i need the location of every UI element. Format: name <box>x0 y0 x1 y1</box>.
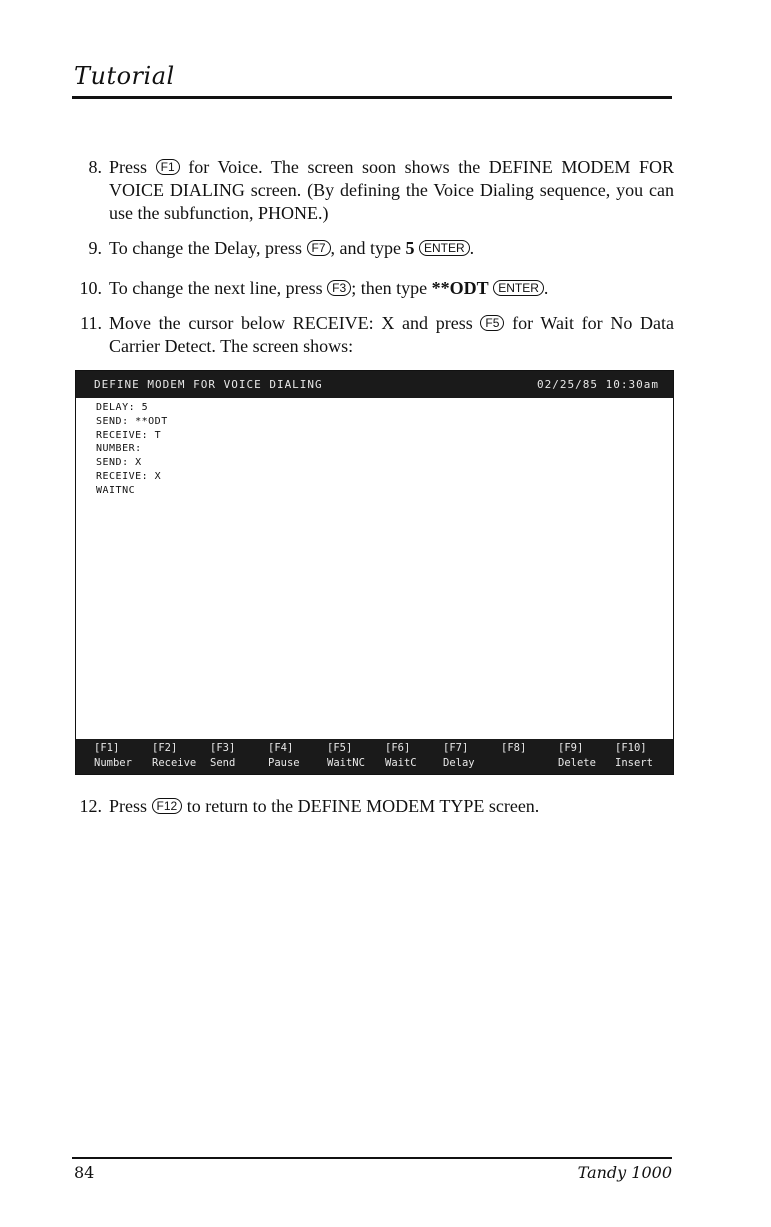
enter-key-icon: ENTER <box>419 240 470 256</box>
screen-capture <box>75 370 674 775</box>
step-text-part: Press <box>109 796 152 816</box>
f3-key-icon: F3 <box>327 280 351 296</box>
screen-sequence-list <box>96 401 168 498</box>
step-8 <box>72 156 674 225</box>
step-9 <box>72 237 674 260</box>
step-text <box>109 156 674 225</box>
step-text-part: for Voice. The screen soon shows the DEFINE MODEM FOR VOICE DIALING screen. (By defining the Voice Dialing sequence, you can use the subfunction, PHONE.) <box>109 157 674 223</box>
fkey-f1: [F1] Number <box>94 742 132 769</box>
step-text <box>109 312 674 358</box>
screen-title-bar <box>76 371 673 398</box>
step-10 <box>72 277 674 300</box>
fkey-f6: [F6] WaitC <box>385 742 417 769</box>
sequence-line: NUMBER: <box>96 443 142 455</box>
step-text-part: ; then type <box>351 278 432 298</box>
f1-key-icon: F1 <box>156 159 180 175</box>
step-text <box>109 795 674 818</box>
step-text-part: Press <box>109 157 156 177</box>
sequence-line: RECEIVE: X <box>96 470 162 482</box>
page-number: 84 <box>74 1163 95 1182</box>
sequence-line: SEND: **ODT <box>96 415 168 427</box>
screen-datetime: 02/25/85 10:30am <box>537 378 659 391</box>
step-number: 11. <box>80 313 102 333</box>
fkey-f2: [F2] Receive <box>152 742 197 769</box>
f12-key-icon: F12 <box>152 798 183 814</box>
function-key-bar <box>76 739 673 774</box>
step-text-typed: 5 <box>405 238 415 258</box>
step-12 <box>72 795 674 818</box>
fkey-f4: [F4] Pause <box>268 742 300 769</box>
step-text <box>109 277 674 300</box>
step-text-part: for Wait for No Data Carrier Detect. The screen shows: <box>109 313 674 356</box>
book-title: Tandy 1000 <box>577 1163 672 1182</box>
fkey-f8: [F8] <box>501 742 527 754</box>
step-text-part: To change the Delay, press <box>109 238 307 258</box>
step-number: 12. <box>79 796 102 816</box>
fkey-f9: [F9] Delete <box>558 742 596 769</box>
step-number: 10. <box>79 278 102 298</box>
fkey-f5: [F5] WaitNC <box>327 742 365 769</box>
step-text-part: , and type <box>330 238 406 258</box>
step-text-part: to return to the DEFINE MODEM TYPE screen. <box>182 796 540 816</box>
step-number: 9. <box>88 238 102 258</box>
sequence-line: RECEIVE: T <box>96 429 162 441</box>
fkey-f10: [F10] Insert <box>615 742 653 769</box>
step-number: 8. <box>88 157 102 177</box>
screen-title: DEFINE MODEM FOR VOICE DIALING <box>94 378 323 391</box>
f7-key-icon: F7 <box>307 240 331 256</box>
footer-rule <box>72 1157 672 1159</box>
fkey-f3: [F3] Send <box>210 742 236 769</box>
step-text <box>109 237 674 260</box>
enter-key-icon: ENTER <box>493 280 544 296</box>
sequence-line: WAITNC <box>96 484 136 496</box>
sequence-line: SEND: X <box>96 457 142 469</box>
header-rule <box>72 96 672 99</box>
step-text-part: . <box>469 238 475 258</box>
fkey-f7: [F7] Delay <box>443 742 475 769</box>
step-text-part: To change the next line, press <box>109 278 328 298</box>
sequence-line: DELAY: 5 <box>96 402 149 413</box>
step-11 <box>72 312 674 358</box>
step-text-part: Move the cursor below RECEIVE: X and press <box>109 313 481 333</box>
f5-key-icon: F5 <box>480 315 504 331</box>
step-text-part: . <box>543 278 549 298</box>
step-text-typed: **ODT <box>431 278 489 298</box>
page-header-title: Tutorial <box>74 62 175 90</box>
